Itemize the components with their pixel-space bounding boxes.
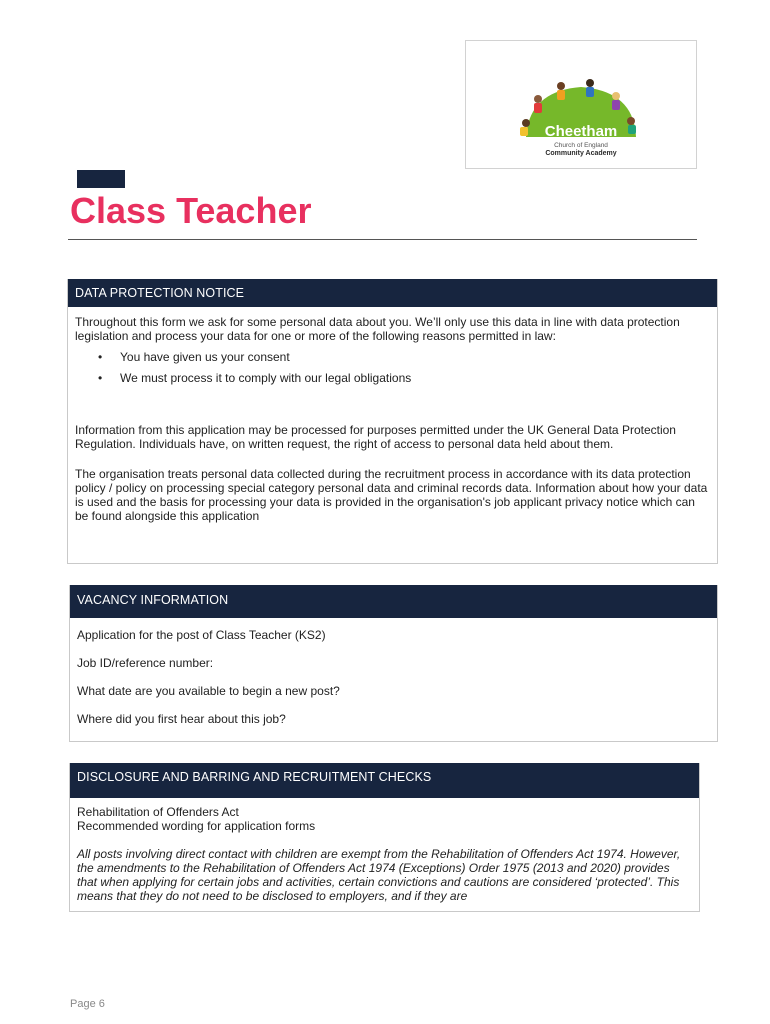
list-item: • You have given us your consent bbox=[75, 350, 710, 364]
disclosure-text: All posts involving direct contact with children are exempt from the Rehabilitation of Offenders Act 1974. However, the amendments to the Rehabilitation of Offenders Act 1974 (Exceptions) Order 1975 (2013 and 2020) provides that when applying for certain jobs and activities, certain convictions and cautions are considered ‘protected’. This means that they do not need to be disclosed to employers, and if they are bbox=[77, 847, 681, 903]
school-logo bbox=[465, 40, 697, 169]
header-tab-marker bbox=[77, 170, 125, 188]
data-protection-para: Information from this application may be processed for purposes permitted under the UK General Data Protection Regulation. Individuals have, on written request, the right of access to personal data held about them. bbox=[75, 423, 676, 451]
disclosure-section bbox=[69, 763, 700, 912]
logo-church-text: Church of England bbox=[554, 142, 608, 149]
logo-name: Cheetham bbox=[544, 123, 618, 140]
heard-about-label: Where did you first hear about this job? bbox=[77, 712, 286, 726]
section-heading: VACANCY INFORMATION bbox=[70, 585, 717, 618]
job-id-label: Job ID/reference number: bbox=[77, 656, 214, 670]
vacancy-section bbox=[69, 585, 718, 742]
disclosure-line: Recommended wording for application forms bbox=[77, 819, 316, 833]
page-number: Page 6 bbox=[70, 998, 105, 1010]
section-heading: DATA PROTECTION NOTICE bbox=[68, 279, 717, 307]
page-title: Class Teacher bbox=[70, 190, 312, 231]
list-item: • We must process it to comply with our legal obligations bbox=[75, 371, 710, 385]
data-protection-section bbox=[67, 279, 718, 564]
vacancy-post: Application for the post of Class Teacher (KS2) bbox=[77, 628, 326, 642]
start-date-label: What date are you available to begin a new post? bbox=[77, 684, 340, 698]
disclosure-line: Rehabilitation of Offenders Act bbox=[77, 805, 239, 819]
data-protection-para: The organisation treats personal data collected during the recruitment process in accordance with its data protection policy / policy on processing special category personal data and criminal records data. Information about how your data is used and the basis for processing your data is provided in the organisation's job applicant privacy notice which can be found alongside this application bbox=[75, 467, 708, 523]
data-protection-intro: Throughout this form we ask for some personal data about you. We’ll only use this data in line with data protection legislation and process your data for one or more of the following reasons permitted in law: bbox=[75, 315, 680, 343]
title-divider bbox=[68, 239, 697, 240]
logo-community-text: Community Academy bbox=[545, 150, 617, 157]
section-heading: DISCLOSURE AND BARRING AND RECRUITMENT CHECKS bbox=[70, 763, 699, 798]
